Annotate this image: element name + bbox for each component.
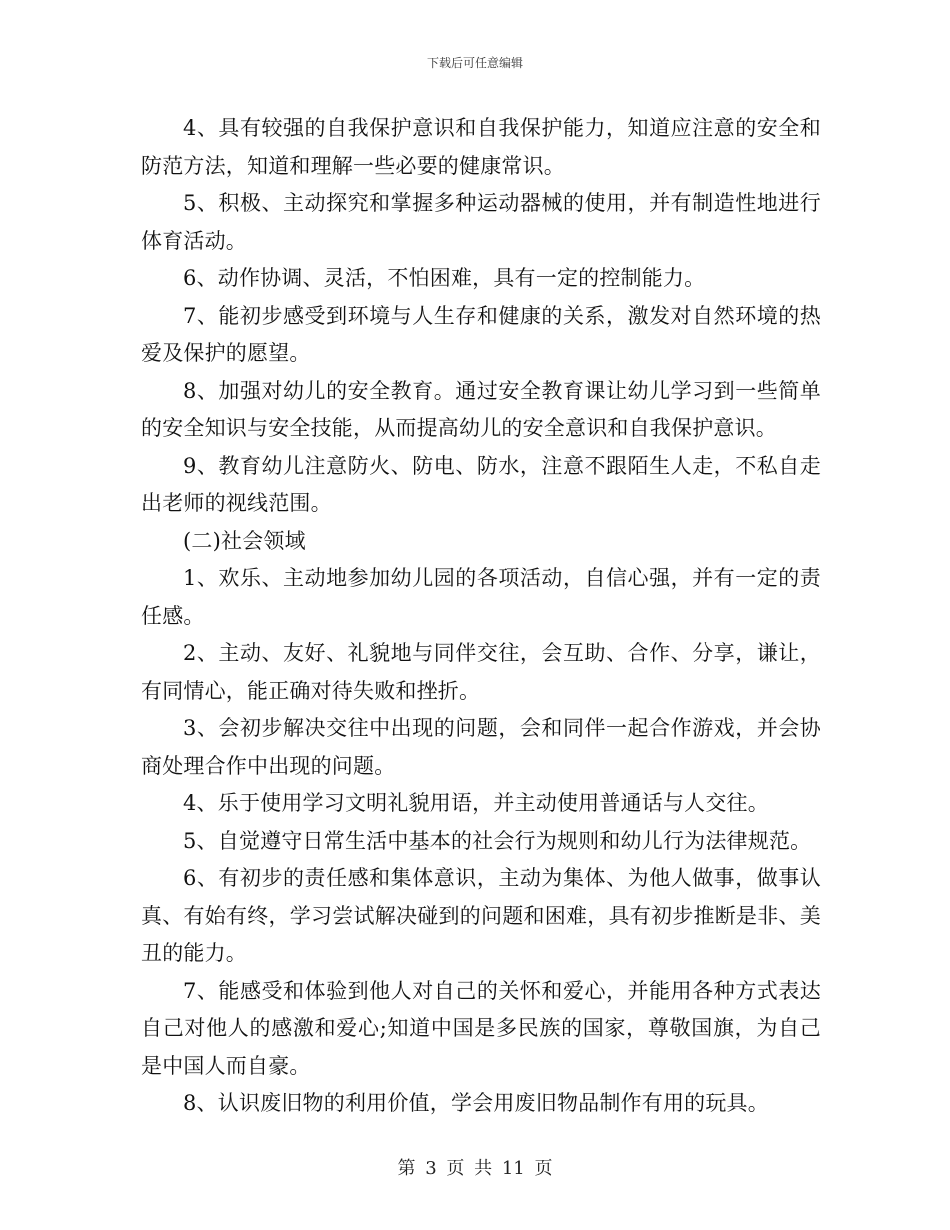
page-header: 下载后可任意编辑	[426, 56, 523, 70]
paragraph-social-7: 7、能感受和体验到他人对自己的关怀和爱心，并能用各种方式表达自己对他人的感激和爱心;知道中国是多民族的国家，尊敬国旗，为自己是中国人而自豪。	[141, 978, 821, 1078]
paragraph-social-3: 3、会初步解决交往中出现的问题，会和同伴一起合作游戏，并会协商处理合作中出现的问题。	[141, 716, 821, 778]
paragraph-social-1: 1、欢乐、主动地参加幼儿园的各项活动，自信心强，并有一定的责任感。	[141, 566, 821, 628]
paragraph-social-5: 5、自觉遵守日常生活中基本的社会行为规则和幼儿行为法律规范。	[183, 828, 812, 853]
paragraph-health-5: 5、积极、主动探究和掌握多种运动器械的使用，并有制造性地进行体育活动。	[141, 191, 821, 253]
paragraph-social-8: 8、认识废旧物的利用价值，学会用废旧物品制作有用的玩具。	[183, 1091, 769, 1115]
paragraph-health-6: 6、动作协调、灵活，不怕困难，具有一定的控制能力。	[183, 266, 706, 290]
paragraph-health-8: 8、加强对幼儿的安全教育。通过安全教育课让幼儿学习到一些简单的安全知识与安全技能，从而提高幼儿的安全意识和自我保护意识。	[141, 378, 821, 440]
document-body	[141, 110, 821, 1123]
paragraph-health-7: 7、能初步感受到环境与人生存和健康的关系，激发对自然环境的热爱及保护的愿望。	[141, 303, 821, 365]
section-heading-social: (二)社会领域	[183, 528, 306, 553]
paragraph-social-2: 2、主动、友好、礼貌地与同伴交往，会互助、合作、分享，谦让，有同情心，能正确对待失败和挫折。	[141, 641, 821, 703]
paragraph-social-4: 4、乐于使用学习文明礼貌用语，并主动使用普通话与人交往。	[183, 791, 769, 815]
paragraph-health-4: 4、具有较强的自我保护意识和自我保护能力，知道应注意的安全和防范方法，知道和理解一些必要的健康常识。	[141, 116, 821, 178]
paragraph-social-6: 6、有初步的责任感和集体意识，主动为集体、为他人做事，做事认真、有始有终，学习尝试解决碰到的问题和困难，具有初步推断是非、美丑的能力。	[141, 866, 821, 965]
page-footer: 第 3 页 共 11 页	[397, 1158, 553, 1179]
paragraph-health-9: 9、教育幼儿注意防火、防电、防水，注意不跟陌生人走，不私自走出老师的视线范围。	[141, 453, 821, 515]
